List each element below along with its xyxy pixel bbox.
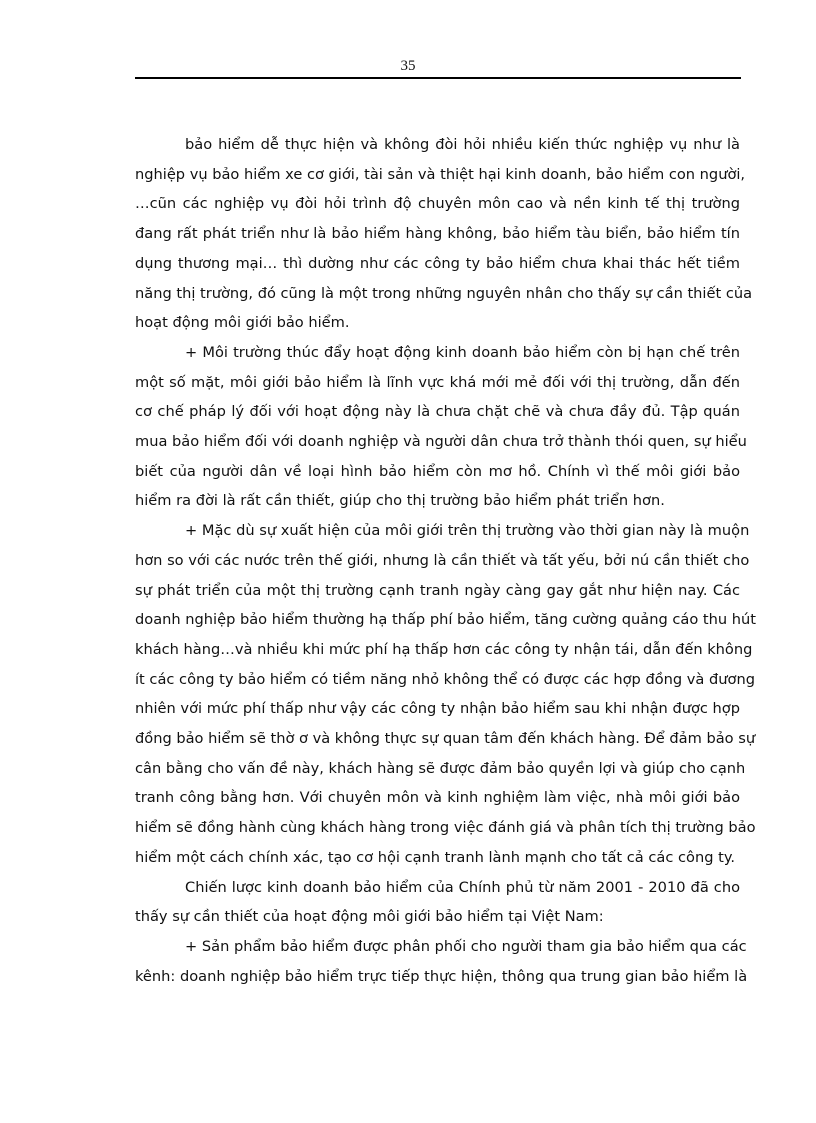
- paragraph-3: [135, 516, 756, 872]
- paragraph-1: [135, 130, 753, 338]
- text-line: sự phát triển của một thị trường cạnh tranh ngày càng gay gắt như hiện nay. Các: [135, 581, 740, 599]
- text-line: ít các công ty bảo hiểm có tiềm năng nhỏ không thể có được các hợp đồng và đương: [135, 670, 755, 688]
- text-line: tranh công bằng hơn. Với chuyên môn và kinh nghiệm làm việc, nhà môi giới bảo: [135, 789, 740, 807]
- text-line: hiểm sẽ đồng hành cùng khách hàng trong việc đánh giá và phân tích thị trường bảo: [135, 819, 756, 837]
- text-line: cơ chế pháp lý đối với hoạt động này là chưa chặt chẽ và chưa đầy đủ. Tập quán: [135, 403, 740, 421]
- text-line: hiểm ra đời là rất cần thiết, giúp cho thị trường bảo hiểm phát triển hơn.: [135, 492, 665, 510]
- text-line: + Môi trường thúc đẩy hoạt động kinh doanh bảo hiểm còn bị hạn chế trên: [185, 343, 740, 361]
- text-line: hơn so với các nước trên thế giới, nhưng là cần thiết và tất yếu, bởi nú cần thiết cho: [135, 551, 750, 569]
- text-line: mua bảo hiểm đối với doanh nghiệp và người dân chưa trở thành thói quen, sự hiểu: [135, 433, 747, 451]
- text-line: biết của người dân về loại hình bảo hiểm còn mơ hồ. Chính vì thế môi giới bảo: [135, 462, 740, 480]
- text-line: + Mặc dù sự xuất hiện của môi giới trên thị trường vào thời gian này là muộn: [185, 522, 750, 540]
- text-line: đang rất phát triển như là bảo hiểm hàng không, bảo hiểm tàu biển, bảo hiểm tín: [135, 225, 740, 243]
- text-line: hoạt động môi giới bảo hiểm.: [135, 314, 350, 332]
- text-line: + Sản phẩm bảo hiểm được phân phối cho người tham gia bảo hiểm qua các: [185, 937, 747, 955]
- body-text: [135, 130, 756, 991]
- text-line: đồng bảo hiểm sẽ thờ ơ và không thực sự quan tâm đến khách hàng. Để đảm bảo sự: [135, 730, 756, 748]
- text-line: kênh: doanh nghiệp bảo hiểm trực tiếp thực hiện, thông qua trung gian bảo hiểm là: [135, 967, 748, 985]
- page-number: 35: [400, 58, 416, 74]
- text-line: Chiến lược kinh doanh bảo hiểm của Chính phủ từ năm 2001 - 2010 đã cho: [185, 878, 740, 896]
- text-line: dụng thương mại… thì dường như các công ty bảo hiểm chưa khai thác hết tiềm: [135, 254, 740, 272]
- text-line: bảo hiểm dễ thực hiện và không đòi hỏi nhiều kiến thức nghiệp vụ như là: [185, 136, 740, 153]
- text-line: thấy sự cần thiết của hoạt động môi giới bảo hiểm tại Việt Nam:: [135, 908, 604, 926]
- text-line: nhiên với mức phí thấp như vậy các công ty nhận bảo hiểm sau khi nhận được hợp: [135, 700, 740, 718]
- header-rule: [135, 77, 741, 79]
- text-line: hiểm một cách chính xác, tạo cơ hội cạnh tranh lành mạnh cho tất cả các công ty.: [135, 848, 736, 866]
- text-line: một số mặt, môi giới bảo hiểm là lĩnh vực khá mới mẻ đối với thị trường, dẫn đến: [135, 373, 740, 391]
- text-line: nghiệp vụ bảo hiểm xe cơ giới, tài sản và thiệt hại kinh doanh, bảo hiểm con người,: [135, 165, 746, 183]
- paragraph-4: [135, 873, 740, 932]
- text-line: khách hàng…và nhiều khi mức phí hạ thấp hơn các công ty nhận tái, dẫn đến không: [135, 640, 753, 658]
- paragraph-5: [135, 932, 748, 991]
- paragraph-2: [135, 338, 747, 516]
- text-line: cân bằng cho vấn đề này, khách hàng sẽ được đảm bảo quyền lợi và giúp cho cạnh: [135, 759, 746, 777]
- text-line: năng thị trường, đó cũng là một trong những nguyên nhân cho thấy sự cần thiết của: [135, 284, 753, 302]
- text-line: …cũn các nghiệp vụ đòi hỏi trình độ chuyên môn cao và nền kinh tế thị trường: [135, 195, 740, 213]
- text-line: doanh nghiệp bảo hiểm thường hạ thấp phí bảo hiểm, tăng cường quảng cáo thu hút: [135, 611, 756, 629]
